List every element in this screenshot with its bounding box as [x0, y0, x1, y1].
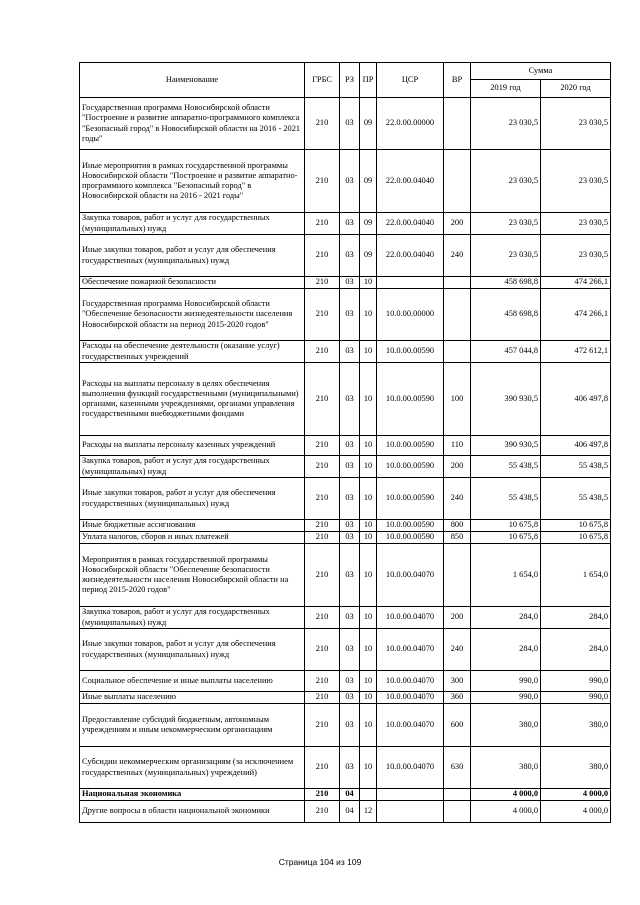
cell-csr: 10.0.00.00590: [377, 520, 444, 532]
cell-vr: 110: [444, 436, 471, 456]
cell-rz: 03: [340, 277, 360, 289]
cell-sum-2019: 457 044,8: [471, 341, 541, 363]
cell-sum-2020: 474 266,1: [541, 277, 611, 289]
table-row: [80, 213, 611, 235]
cell-rz: 03: [340, 544, 360, 607]
cell-sum-2019: 23 030,5: [471, 213, 541, 235]
table-row: [80, 98, 611, 150]
cell-sum-2020: 284,0: [541, 607, 611, 629]
cell-rz: 03: [340, 520, 360, 532]
cell-vr: 600: [444, 704, 471, 747]
col-header-pr: ПР: [360, 63, 377, 98]
cell-csr: 10.0.00.04070: [377, 692, 444, 704]
cell-vr: 360: [444, 692, 471, 704]
cell-rz: 04: [340, 801, 360, 823]
cell-csr: 10.0.00.04070: [377, 629, 444, 671]
cell-sum-2019: 380,0: [471, 704, 541, 747]
table-row: [80, 607, 611, 629]
cell-vr: [444, 789, 471, 801]
header-row: [80, 63, 611, 80]
cell-sum-2020: 23 030,5: [541, 235, 611, 277]
cell-sum-2020: 380,0: [541, 704, 611, 747]
cell-csr: 22.0.00.04040: [377, 213, 444, 235]
col-header-2019: 2019 год: [471, 80, 541, 98]
cell-rz: 03: [340, 692, 360, 704]
cell-sum-2020: 4 000,0: [541, 789, 611, 801]
cell-rz: 03: [340, 532, 360, 544]
cell-grbs: 210: [305, 235, 340, 277]
cell-pr: 10: [360, 532, 377, 544]
cell-rz: 03: [340, 150, 360, 213]
cell-pr: 10: [360, 478, 377, 520]
cell-sum-2019: 990,0: [471, 692, 541, 704]
cell-sum-2020: 23 030,5: [541, 213, 611, 235]
cell-grbs: 210: [305, 532, 340, 544]
cell-sum-2020: 55 438,5: [541, 478, 611, 520]
cell-sum-2019: 55 438,5: [471, 456, 541, 478]
cell-csr: 10.0.00.00590: [377, 341, 444, 363]
cell-sum-2020: 406 497,8: [541, 363, 611, 436]
cell-name: Закупка товаров, работ и услуг для государственных (муниципальных) нужд: [80, 456, 305, 478]
cell-csr: [377, 789, 444, 801]
cell-rz: 03: [340, 289, 360, 341]
cell-csr: 10.0.00.04070: [377, 607, 444, 629]
cell-rz: 03: [340, 629, 360, 671]
cell-csr: 10.0.00.04070: [377, 671, 444, 692]
cell-sum-2020: 990,0: [541, 671, 611, 692]
table-row: [80, 671, 611, 692]
cell-name: Национальная экономика: [80, 789, 305, 801]
cell-pr: 10: [360, 363, 377, 436]
cell-sum-2020: 990,0: [541, 692, 611, 704]
cell-vr: [444, 98, 471, 150]
cell-grbs: 210: [305, 629, 340, 671]
cell-name: Субсидии некоммерческим организациям (за исключением государственных (муниципальных) учреждений): [80, 747, 305, 789]
cell-csr: 10.0.00.00590: [377, 456, 444, 478]
cell-pr: 10: [360, 671, 377, 692]
col-header-csr: ЦСР: [377, 63, 444, 98]
col-header-grbs: ГРБС: [305, 63, 340, 98]
cell-grbs: 210: [305, 150, 340, 213]
cell-grbs: 210: [305, 520, 340, 532]
table-row: [80, 520, 611, 532]
cell-grbs: 210: [305, 544, 340, 607]
cell-sum-2019: 10 675,8: [471, 520, 541, 532]
cell-vr: 850: [444, 532, 471, 544]
col-header-vr: ВР: [444, 63, 471, 98]
cell-pr: 10: [360, 692, 377, 704]
cell-sum-2020: 4 000,0: [541, 801, 611, 823]
cell-vr: 200: [444, 456, 471, 478]
cell-vr: 630: [444, 747, 471, 789]
cell-name: Уплата налогов, сборов и иных платежей: [80, 532, 305, 544]
table-row: [80, 277, 611, 289]
cell-csr: [377, 277, 444, 289]
cell-vr: 240: [444, 478, 471, 520]
cell-vr: 200: [444, 607, 471, 629]
cell-vr: [444, 277, 471, 289]
cell-vr: [444, 544, 471, 607]
cell-grbs: 210: [305, 607, 340, 629]
cell-sum-2020: 1 654,0: [541, 544, 611, 607]
cell-csr: 10.0.00.04070: [377, 747, 444, 789]
cell-pr: 10: [360, 704, 377, 747]
cell-sum-2019: 1 654,0: [471, 544, 541, 607]
cell-csr: 10.0.00.04070: [377, 544, 444, 607]
cell-sum-2019: 990,0: [471, 671, 541, 692]
cell-grbs: 210: [305, 671, 340, 692]
cell-vr: 800: [444, 520, 471, 532]
cell-sum-2019: 23 030,5: [471, 235, 541, 277]
cell-pr: 09: [360, 235, 377, 277]
cell-sum-2020: 10 675,8: [541, 520, 611, 532]
cell-sum-2019: 4 000,0: [471, 789, 541, 801]
cell-sum-2019: 390 930,5: [471, 436, 541, 456]
cell-rz: 03: [340, 436, 360, 456]
cell-name: Закупка товаров, работ и услуг для государственных (муниципальных) нужд: [80, 213, 305, 235]
table-row: [80, 150, 611, 213]
cell-vr: 200: [444, 213, 471, 235]
table-row: [80, 456, 611, 478]
cell-pr: 10: [360, 607, 377, 629]
cell-sum-2019: 4 000,0: [471, 801, 541, 823]
cell-name: Расходы на обеспечение деятельности (оказание услуг) государственных учреждений: [80, 341, 305, 363]
cell-vr: 240: [444, 629, 471, 671]
cell-rz: 03: [340, 213, 360, 235]
cell-name: Государственная программа Новосибирской области "Построение и развитие аппаратно-программного комплекса "Безопасный город" в Новосибирской области на 2016 - 2021 годы": [80, 98, 305, 150]
cell-name: Иные выплаты населению: [80, 692, 305, 704]
cell-pr: 12: [360, 801, 377, 823]
cell-vr: [444, 150, 471, 213]
cell-sum-2020: 380,0: [541, 747, 611, 789]
cell-csr: 10.0.00.00590: [377, 436, 444, 456]
cell-name: Иные закупки товаров, работ и услуг для обеспечения государственных (муниципальных) нужд: [80, 235, 305, 277]
cell-vr: 240: [444, 235, 471, 277]
cell-rz: 03: [340, 671, 360, 692]
cell-csr: 10.0.00.04070: [377, 704, 444, 747]
cell-name: Мероприятия в рамках государственной программы Новосибирской области "Обеспечение безопасности жизнедеятельности населения Новосибирской области на период 2015-2020 годов": [80, 544, 305, 607]
cell-sum-2019: 284,0: [471, 607, 541, 629]
cell-grbs: 210: [305, 98, 340, 150]
cell-pr: 10: [360, 341, 377, 363]
col-header-rz: РЗ: [340, 63, 360, 98]
cell-sum-2020: 10 675,8: [541, 532, 611, 544]
table-row: [80, 747, 611, 789]
cell-rz: 03: [340, 478, 360, 520]
cell-grbs: 210: [305, 341, 340, 363]
table-row: [80, 532, 611, 544]
cell-sum-2019: 55 438,5: [471, 478, 541, 520]
cell-pr: 10: [360, 277, 377, 289]
cell-sum-2019: 23 030,5: [471, 150, 541, 213]
cell-csr: 22.0.00.04040: [377, 150, 444, 213]
table-row: [80, 801, 611, 823]
cell-name: Иные бюджетные ассигнования: [80, 520, 305, 532]
cell-pr: 10: [360, 629, 377, 671]
table-row: [80, 692, 611, 704]
cell-grbs: 210: [305, 436, 340, 456]
col-header-sum: Сумма: [471, 63, 611, 80]
cell-rz: 04: [340, 789, 360, 801]
cell-name: Предоставление субсидий бюджетным, автономным учреждениям и иным некоммерческим организациям: [80, 704, 305, 747]
cell-sum-2019: 458 698,8: [471, 289, 541, 341]
cell-pr: 10: [360, 456, 377, 478]
table-row: [80, 436, 611, 456]
cell-name: Закупка товаров, работ и услуг для государственных (муниципальных) нужд: [80, 607, 305, 629]
cell-pr: 10: [360, 520, 377, 532]
cell-sum-2019: 284,0: [471, 629, 541, 671]
cell-grbs: 210: [305, 363, 340, 436]
cell-sum-2020: 55 438,5: [541, 456, 611, 478]
cell-name: Государственная программа Новосибирской области "Обеспечение безопасности жизнедеятельности населения Новосибирской области на период 2015-2020 годов": [80, 289, 305, 341]
table-row: [80, 235, 611, 277]
cell-grbs: 210: [305, 692, 340, 704]
table-row: [80, 289, 611, 341]
cell-name: Социальное обеспечение и иные выплаты населению: [80, 671, 305, 692]
table-row: [80, 629, 611, 671]
page-footer: Страница 104 из 109: [278, 857, 362, 867]
cell-vr: 300: [444, 671, 471, 692]
cell-sum-2019: 23 030,5: [471, 98, 541, 150]
cell-grbs: 210: [305, 801, 340, 823]
cell-csr: [377, 801, 444, 823]
cell-pr: [360, 789, 377, 801]
cell-pr: 09: [360, 150, 377, 213]
cell-grbs: 210: [305, 747, 340, 789]
table-body: [80, 98, 611, 823]
cell-name: Иные закупки товаров, работ и услуг для обеспечения государственных (муниципальных) нужд: [80, 629, 305, 671]
cell-sum-2020: 474 266,1: [541, 289, 611, 341]
cell-grbs: 210: [305, 456, 340, 478]
col-header-name: Наименование: [80, 63, 305, 98]
cell-pr: 10: [360, 289, 377, 341]
cell-csr: 10.0.00.00590: [377, 478, 444, 520]
cell-pr: 09: [360, 98, 377, 150]
cell-sum-2020: 472 612,1: [541, 341, 611, 363]
table-row: [80, 478, 611, 520]
cell-csr: 10.0.00.00590: [377, 363, 444, 436]
cell-vr: [444, 289, 471, 341]
cell-grbs: 210: [305, 789, 340, 801]
cell-pr: 10: [360, 436, 377, 456]
cell-sum-2020: 23 030,5: [541, 98, 611, 150]
cell-csr: 10.0.00.00590: [377, 532, 444, 544]
table-row: [80, 363, 611, 436]
cell-vr: 100: [444, 363, 471, 436]
cell-name: Иные закупки товаров, работ и услуг для обеспечения государственных (муниципальных) нужд: [80, 478, 305, 520]
cell-name: Расходы на выплаты персоналу в целях обеспечения выполнения функций государственными (муниципальными) органами, казенными учреждениями, органами управления государственными внебюджетными фондами: [80, 363, 305, 436]
cell-rz: 03: [340, 341, 360, 363]
cell-rz: 03: [340, 747, 360, 789]
table-row: [80, 341, 611, 363]
budget-table: [79, 62, 611, 823]
cell-sum-2020: 23 030,5: [541, 150, 611, 213]
cell-sum-2020: 284,0: [541, 629, 611, 671]
cell-grbs: 210: [305, 277, 340, 289]
cell-name: Иные мероприятия в рамках государственной программы Новосибирской области "Построение и развитие аппаратно-программного комплекса "Безопасный город" в Новосибирской области на 2016 - 2021 годы": [80, 150, 305, 213]
col-header-2020: 2020 год: [541, 80, 611, 98]
cell-name: Расходы на выплаты персоналу казенных учреждений: [80, 436, 305, 456]
cell-grbs: 210: [305, 289, 340, 341]
cell-rz: 03: [340, 456, 360, 478]
cell-sum-2019: 380,0: [471, 747, 541, 789]
cell-sum-2020: 406 497,8: [541, 436, 611, 456]
cell-vr: [444, 341, 471, 363]
cell-rz: 03: [340, 235, 360, 277]
cell-grbs: 210: [305, 478, 340, 520]
cell-pr: 10: [360, 747, 377, 789]
cell-grbs: 210: [305, 213, 340, 235]
cell-sum-2019: 10 675,8: [471, 532, 541, 544]
cell-grbs: 210: [305, 704, 340, 747]
cell-rz: 03: [340, 363, 360, 436]
cell-name: Другие вопросы в области национальной экономики: [80, 801, 305, 823]
cell-name: Обеспечение пожарной безопасности: [80, 277, 305, 289]
cell-csr: 22.0.00.04040: [377, 235, 444, 277]
table-row: [80, 544, 611, 607]
cell-pr: 09: [360, 213, 377, 235]
cell-sum-2019: 390 930,5: [471, 363, 541, 436]
cell-sum-2019: 458 698,8: [471, 277, 541, 289]
cell-pr: 10: [360, 544, 377, 607]
cell-csr: 10.0.00.00000: [377, 289, 444, 341]
cell-vr: [444, 801, 471, 823]
cell-csr: 22.0.00.00000: [377, 98, 444, 150]
cell-rz: 03: [340, 607, 360, 629]
table-row: [80, 789, 611, 801]
cell-rz: 03: [340, 98, 360, 150]
table-row: [80, 704, 611, 747]
cell-rz: 03: [340, 704, 360, 747]
